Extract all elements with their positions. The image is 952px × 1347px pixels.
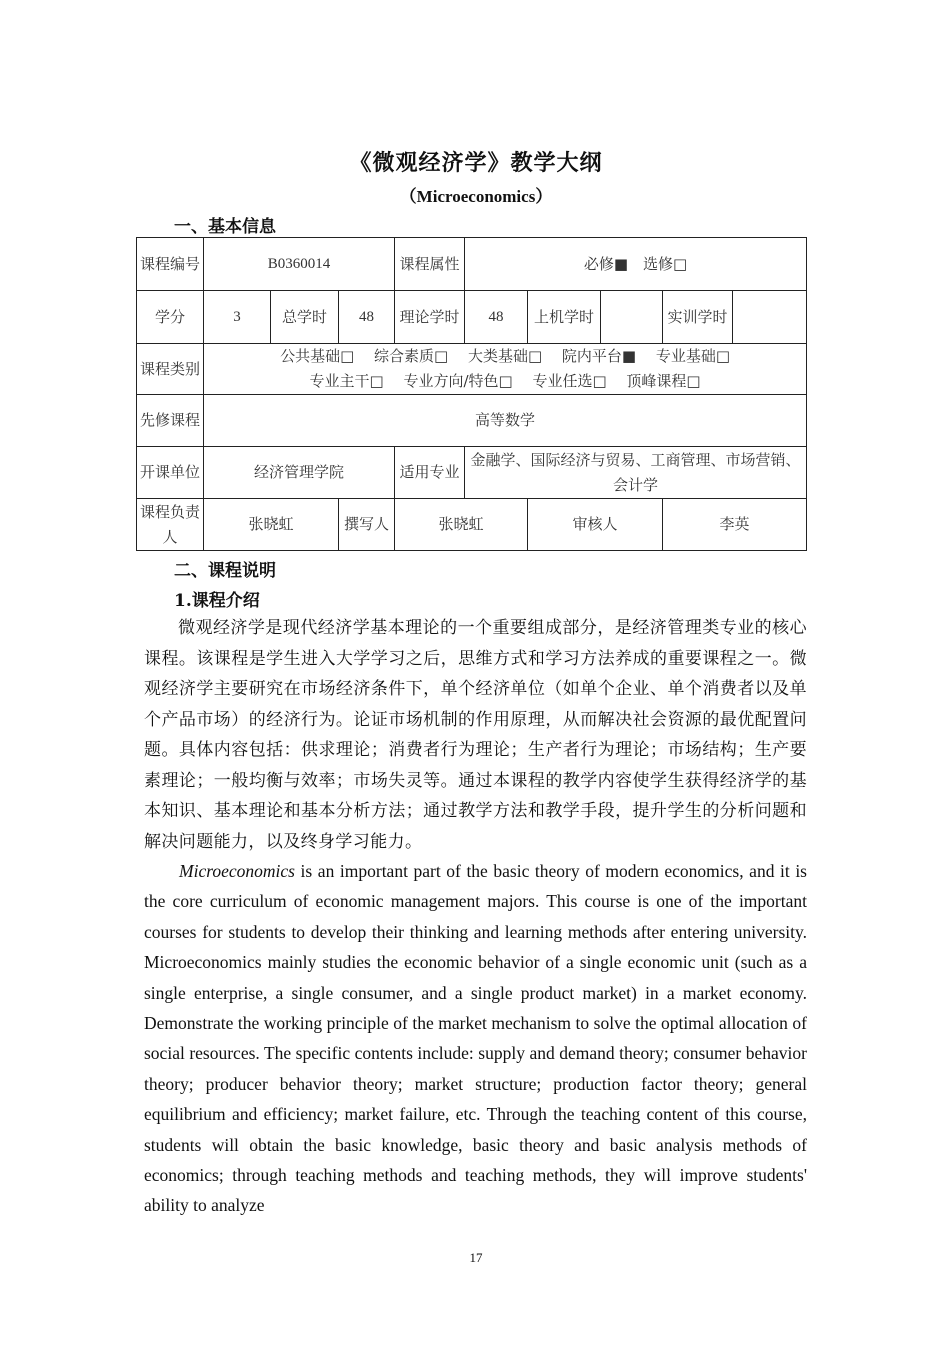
english-lead-term: Microeconomics (179, 861, 295, 881)
page-subtitle: （Microeconomics） (399, 187, 553, 206)
dept-label: 开课单位 (137, 447, 204, 499)
table-row (137, 395, 807, 447)
prereq-label: 先修课程 (137, 395, 204, 447)
table-row (137, 291, 807, 344)
subsection-heading-course-intro: 1.课程介绍 (174, 591, 260, 611)
table-row (137, 447, 807, 499)
section-heading-basic-info: 一、基本信息 (174, 217, 276, 237)
category-label: 课程类别 (137, 344, 204, 395)
total-hours-label: 总学时 (271, 291, 339, 344)
category-line-1: 公共基础□ 综合素质□ 大类基础□ 院内平台■ 专业基础□ (280, 347, 731, 365)
category-options (204, 344, 807, 395)
theory-hours-label: 理论学时 (395, 291, 465, 344)
credit-label: 学分 (137, 291, 204, 344)
owner-value: 张晓虹 (204, 499, 339, 551)
dept-value: 经济管理学院 (204, 447, 395, 499)
owner-label: 课程负责人 (137, 499, 204, 551)
table-row (137, 344, 807, 395)
reviewer-value: 李英 (663, 499, 807, 551)
page-title: 《微观经济学》教学大纲 (349, 150, 603, 176)
chinese-intro-paragraph: 微观经济学是现代经济学基本理论的一个重要组成部分，是经济管理类专业的核心课程。该课程是学生进入大学学习之后，思维方式和学习方法养成的重要课程之一。微观经济学主要研究在市场经济条件下，单个经济单位（如单个企业、单个消费者以及单个产品市场）的经济行为。论证市场机制的作用原理，从而解决社会资源的最优配置问题。具体内容包括：供求理论；消费者行为理论；生产者行为理论；市场结构；生产要素理论；一般均衡与效率；市场失灵等。通过本课程的教学内容使学生获得经济学的基本知识、基本理论和基本分析方法；通过教学方法和教学手段，提升学生的分析问题和解决问题能力，以及终身学习能力。 (144, 618, 807, 852)
major-value: 金融学、国际经济与贸易、工商管理、市场营销、会计学 (465, 447, 807, 499)
credit-value: 3 (204, 291, 271, 344)
course-code-value: B0360014 (204, 238, 395, 291)
writer-label: 撰写人 (339, 499, 395, 551)
basic-info-table (136, 237, 807, 551)
reviewer-label: 审核人 (528, 499, 663, 551)
course-code-label: 课程编号 (137, 238, 204, 291)
prereq-value: 高等数学 (204, 395, 807, 447)
section-heading-course-description: 二、课程说明 (174, 561, 276, 581)
course-attr-label: 课程属性 (395, 238, 465, 291)
practice-hours-label: 实训学时 (663, 291, 733, 344)
table-row (137, 238, 807, 291)
page-number: 17 (469, 1250, 483, 1265)
course-attr-value: 必修■ 选修□ (465, 238, 807, 291)
english-intro-paragraph (144, 856, 807, 1221)
practice-hours-value (733, 291, 807, 344)
writer-value: 张晓虹 (395, 499, 528, 551)
major-label: 适用专业 (395, 447, 465, 499)
computer-hours-value (601, 291, 663, 344)
theory-hours-value: 48 (465, 291, 528, 344)
table-row (137, 499, 807, 551)
category-line-2: 专业主干□ 专业方向/特色□ 专业任选□ 顶峰课程□ (309, 372, 701, 390)
computer-hours-label: 上机学时 (528, 291, 601, 344)
total-hours-value: 48 (339, 291, 395, 344)
english-intro-text: is an important part of the basic theory of modern economics, and it is the core curriculum of economic management majors. This course is one of the important courses for students to develop their thinking and learning methods after entering university. Microeconomics mainly studies the economic behavior of a single economic unit (such as a single enterprise, a single consumer, and a single product market) in a market economy. Demonstrate the working principle of the market mechanism to solve the optimal allocation of social resources. The specific contents include: supply and demand theory; consumer behavior theory; producer behavior theory; market structure; production factor theory; general equilibrium and efficiency; market failure, etc. Through the teaching content of this course, students will obtain the basic knowledge, basic theory and basic analysis methods of economics; through teaching methods and teaching methods, they will improve students' ability to analyze (144, 861, 807, 1216)
